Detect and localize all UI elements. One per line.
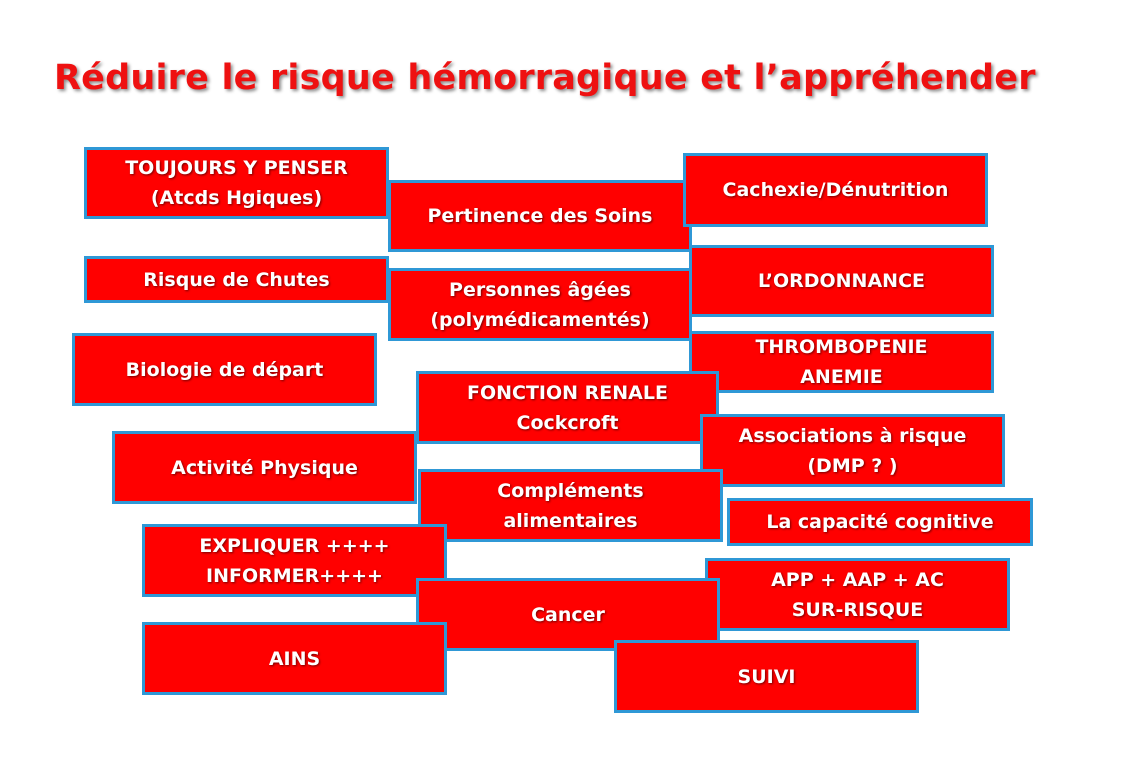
box-toujours-y-penser-label: TOUJOURS Y PENSER (Atcds Hgiques): [125, 157, 348, 209]
box-cachexie-denutrition-label: Cachexie/Dénutrition: [722, 179, 949, 201]
box-app-aap-ac-label: APP + AAP + AC SUR-RISQUE: [771, 568, 944, 621]
box-complements-alimentaires-label: Compléments alimentaires: [497, 479, 644, 532]
box-personnes-agees-label: Personnes âgées (polymédicamentés): [430, 278, 650, 331]
box-risque-de-chutes: [84, 256, 389, 303]
box-cachexie-denutrition: [683, 153, 988, 227]
box-pertinence-des-soins-label: Pertinence des Soins: [427, 205, 653, 227]
box-associations-a-risque: [700, 414, 1005, 487]
box-ordonnance: [689, 245, 994, 317]
box-biologie-de-depart: [72, 333, 377, 406]
slide-title: Réduire le risque hémorragique et l’appréhender: [54, 58, 1036, 98]
box-fonction-renale-label: FONCTION RENALE Cockcroft: [467, 381, 668, 434]
box-capacite-cognitive: [727, 498, 1033, 546]
box-ains: [142, 622, 447, 695]
box-capacite-cognitive-label: La capacité cognitive: [766, 511, 994, 533]
box-personnes-agees: [388, 268, 692, 341]
box-thrombopenie-anemie-label: THROMBOPENIE ANEMIE: [755, 336, 928, 388]
box-fonction-renale: [416, 371, 719, 444]
box-cancer-label: Cancer: [531, 603, 605, 626]
box-activite-physique: [112, 431, 417, 504]
box-expliquer-informer: [142, 524, 447, 597]
box-complements-alimentaires: [418, 469, 723, 542]
box-associations-a-risque-label: Associations à risque (DMP ? ): [738, 424, 967, 477]
box-expliquer-informer-label: EXPLIQUER ++++ INFORMER++++: [199, 534, 390, 587]
box-suivi: [614, 640, 919, 713]
box-pertinence-des-soins: [388, 180, 692, 252]
box-ains-label: AINS: [268, 647, 321, 670]
box-suivi-label: SUIVI: [737, 665, 796, 688]
box-thrombopenie-anemie: [689, 331, 994, 393]
box-ordonnance-label: L’ORDONNANCE: [758, 270, 925, 292]
box-toujours-y-penser: [84, 147, 389, 219]
box-risque-de-chutes-label: Risque de Chutes: [143, 268, 330, 291]
box-biologie-de-depart-label: Biologie de départ: [125, 358, 324, 381]
box-app-aap-ac: [705, 558, 1010, 631]
box-activite-physique-label: Activité Physique: [171, 456, 358, 479]
